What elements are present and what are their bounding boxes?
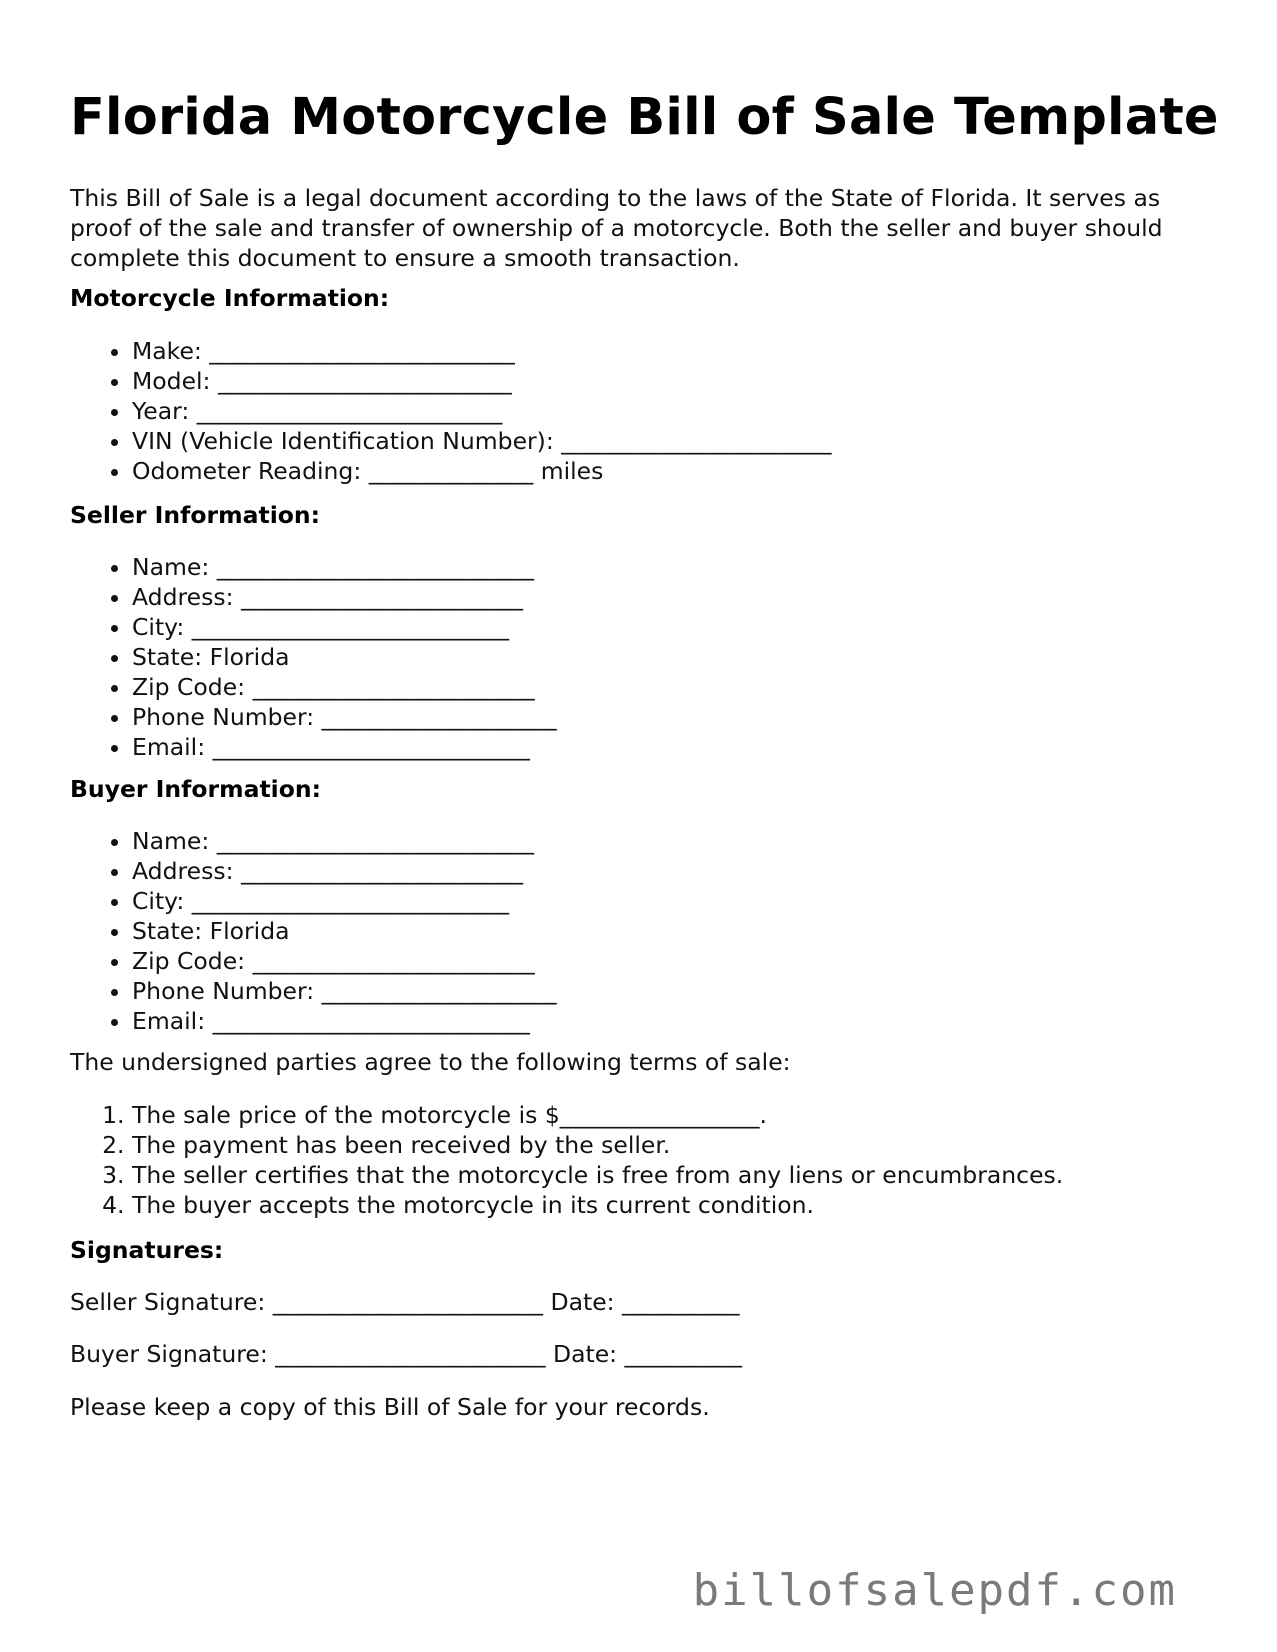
- buyer-email-field: • Email: ___________________________: [132, 1006, 557, 1036]
- motorcycle-odometer-field: • Odometer Reading: ______________ miles: [132, 456, 832, 486]
- signatures-heading: Signatures:: [70, 1236, 224, 1264]
- term-payment-received: 2. The payment has been received by the seller.: [132, 1130, 1063, 1160]
- term-sale-price: 1. The sale price of the motorcycle is $_________________.: [132, 1100, 1063, 1130]
- buyer-phone-field: • Phone Number: ____________________: [132, 976, 557, 1006]
- seller-name-field: • Name: ___________________________: [132, 552, 557, 582]
- term-no-liens: 3. The seller certifies that the motorcycle is free from any liens or encumbrances.: [132, 1160, 1063, 1190]
- motorcycle-vin-field: • VIN (Vehicle Identification Number): _______________________: [132, 426, 832, 456]
- motorcycle-make-field: • Make: __________________________: [132, 336, 832, 366]
- buyer-state-field: • State: Florida: [132, 916, 557, 946]
- terms-list: [70, 1100, 1063, 1220]
- buyer-info-heading: Buyer Information:: [70, 775, 322, 803]
- seller-signature-line: Seller Signature: _______________________ Date: __________: [70, 1288, 740, 1316]
- buyer-address-field: • Address: ________________________: [132, 856, 557, 886]
- intro-paragraph: This Bill of Sale is a legal document according to the laws of the State of Florida. It serves as proof of the sale and transfer of ownership of a motorcycle. Both the seller and buyer should complete this document to ensure a smooth transaction.: [70, 184, 1163, 272]
- page-title: Florida Motorcycle Bill of Sale Template: [70, 88, 1219, 147]
- motorcycle-model-field: • Model: _________________________: [132, 366, 832, 396]
- motorcycle-info-heading: Motorcycle Information:: [70, 284, 390, 312]
- seller-phone-field: • Phone Number: ____________________: [132, 702, 557, 732]
- motorcycle-year-field: • Year: __________________________: [132, 396, 832, 426]
- closing-note: Please keep a copy of this Bill of Sale for your records.: [70, 1393, 710, 1421]
- buyer-city-field: • City: ___________________________: [132, 886, 557, 916]
- seller-city-field: • City: ___________________________: [132, 612, 557, 642]
- buyer-zip-field: • Zip Code: ________________________: [132, 946, 557, 976]
- watermark-text: billofsalepdf.com: [692, 1565, 1177, 1616]
- motorcycle-info-list: [70, 336, 832, 486]
- seller-state-field: • State: Florida: [132, 642, 557, 672]
- term-current-condition: 4. The buyer accepts the motorcycle in its current condition.: [132, 1190, 1063, 1220]
- buyer-name-field: • Name: ___________________________: [132, 826, 557, 856]
- buyer-info-list: [70, 826, 557, 1036]
- seller-zip-field: • Zip Code: ________________________: [132, 672, 557, 702]
- terms-intro: The undersigned parties agree to the following terms of sale:: [70, 1048, 791, 1076]
- seller-info-list: [70, 552, 557, 762]
- buyer-signature-line: Buyer Signature: _______________________ Date: __________: [70, 1340, 743, 1368]
- seller-info-heading: Seller Information:: [70, 501, 321, 529]
- seller-email-field: • Email: ___________________________: [132, 732, 557, 762]
- seller-address-field: • Address: ________________________: [132, 582, 557, 612]
